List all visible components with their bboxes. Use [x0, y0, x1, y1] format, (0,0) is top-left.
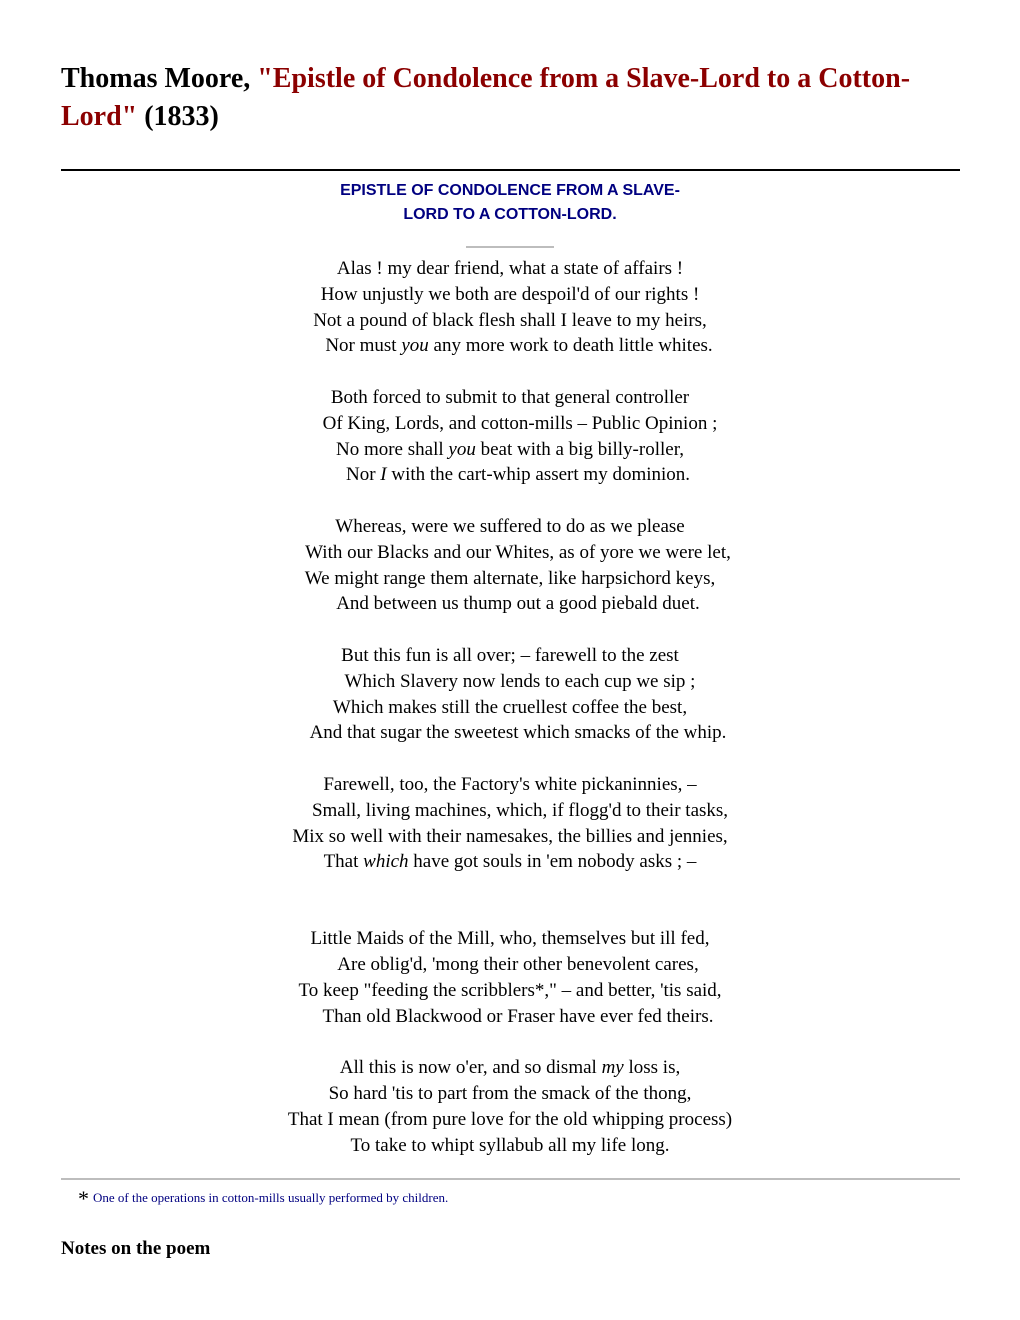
- title-year: (1833): [137, 101, 219, 132]
- stanza: [0, 514, 1020, 617]
- poem-line: [0, 1081, 1020, 1107]
- title-author: Thomas Moore,: [61, 63, 258, 94]
- notes-heading[interactable]: Notes on the poem: [61, 1238, 211, 1259]
- poem-line-emphasis: I: [380, 464, 387, 486]
- poem-line-emphasis: you: [401, 335, 429, 357]
- footnote-marker: *: [78, 1186, 89, 1211]
- stanza: [0, 1055, 1020, 1158]
- stanza: [0, 643, 1020, 746]
- stanza: [0, 256, 1020, 359]
- poem-line: [0, 720, 1020, 746]
- poem-line: [0, 643, 1020, 669]
- poem-line-text: Than old Blackwood or Fraser have ever fed theirs.: [322, 1005, 714, 1027]
- stanza: [0, 926, 1020, 1029]
- poem-line-text: any more work to death little whites.: [428, 335, 713, 357]
- poem-line: [0, 1055, 1020, 1081]
- poem-line: [0, 308, 1020, 334]
- poem-heading: [0, 179, 1020, 227]
- poem-line-text: Nor: [345, 464, 381, 486]
- poem-heading-line-2: LORD TO A COTTON-LORD.: [403, 206, 617, 223]
- title-work: "Epistle of Condolence from a Slave-Lord to a Cotton-Lord": [61, 63, 911, 132]
- poem-line-text: To keep "feeding the scribblers*," – and better, 'tis said,: [298, 979, 722, 1001]
- poem-line-text: And that sugar the sweetest which smacks of the whip.: [309, 722, 727, 744]
- poem-heading-line-1: EPISTLE OF CONDOLENCE FROM A SLAVE-: [340, 182, 680, 199]
- poem-line: [0, 282, 1020, 308]
- poem-line: [0, 385, 1020, 411]
- poem-line-text: To take to whipt syllabub all my life long.: [350, 1134, 670, 1156]
- poem-line-text: loss is,: [623, 1057, 681, 1079]
- stanza: [0, 385, 1020, 488]
- poem-line: [0, 437, 1020, 463]
- poem-line-text: Whereas, were we suffered to do as we please: [335, 515, 685, 537]
- poem-line: [0, 772, 1020, 798]
- poem-line-text: With our Blacks and our Whites, as of yore we were let,: [305, 541, 731, 563]
- poem-line-text: All this is now o'er, and so dismal: [339, 1057, 602, 1079]
- poem-line-text: Which Slavery now lends to each cup we sip ;: [344, 670, 696, 692]
- poem-line-text: That: [323, 851, 364, 873]
- heading-ornament-rule: [466, 246, 554, 248]
- poem-line: [0, 462, 1020, 488]
- poem-line-text: Of King, Lords, and cotton-mills – Public Opinion ;: [322, 412, 718, 434]
- poem-line: [0, 926, 1020, 952]
- poem-line: [0, 824, 1020, 850]
- poem-line: [0, 566, 1020, 592]
- poem-line-text: No more shall: [335, 438, 449, 460]
- poem-line-text: beat with a big billy-roller,: [475, 438, 685, 460]
- poem-line: [0, 1107, 1020, 1133]
- poem-line: [0, 1004, 1020, 1030]
- poem-line-text: So hard 'tis to part from the smack of the thong,: [328, 1082, 692, 1104]
- poem-line-text: We might range them alternate, like harpsichord keys,: [304, 567, 716, 589]
- footnote: [78, 1186, 448, 1212]
- poem-line-text: How unjustly we both are despoil'd of our rights !: [320, 283, 700, 305]
- poem-line-emphasis: my: [601, 1057, 624, 1079]
- poem-line-text: Small, living machines, which, if flogg'd to their tasks,: [311, 799, 729, 821]
- poem-line-text: Are oblig'd, 'mong their other benevolent cares,: [337, 953, 699, 975]
- poem-line-text: But this fun is all over; – farewell to the zest: [341, 644, 679, 666]
- poem-line: [0, 695, 1020, 721]
- footnote-text: One of the operations in cotton-mills usually performed by children.: [93, 1190, 449, 1205]
- poem-line: [0, 514, 1020, 540]
- poem-line-text: Alas ! my dear friend, what a state of affairs !: [336, 258, 684, 279]
- footnote-divider: [61, 1178, 960, 1180]
- poem-line-emphasis: you: [448, 438, 476, 460]
- poem-line-text: Farewell, too, the Factory's white pickaninnies, –: [323, 773, 697, 795]
- poem-line-text: Little Maids of the Mill, who, themselves but ill fed,: [310, 928, 710, 950]
- poem-line: [0, 849, 1020, 875]
- stanza: [0, 772, 1020, 875]
- poem-line: [0, 669, 1020, 695]
- poem-line: [0, 978, 1020, 1004]
- page-title: [61, 60, 961, 136]
- poem-line-text: And between us thump out a good piebald duet.: [336, 593, 700, 615]
- poem-line-emphasis: which: [363, 851, 409, 873]
- title-divider: [61, 169, 960, 171]
- poem-line: [0, 798, 1020, 824]
- poem-line: [0, 540, 1020, 566]
- poem-line-text: Nor must: [325, 335, 402, 357]
- poem-line-text: Which makes still the cruellest coffee the best,: [332, 696, 688, 718]
- poem-line-text: Both forced to submit to that general controller: [330, 386, 690, 408]
- poem-line-text: That I mean (from pure love for the old whipping process): [287, 1108, 733, 1130]
- poem-line: [0, 591, 1020, 617]
- poem-line: [0, 411, 1020, 437]
- poem-line: [0, 952, 1020, 978]
- poem-line: [0, 1133, 1020, 1159]
- poem-line-text: Mix so well with their namesakes, the billies and jennies,: [292, 825, 728, 847]
- poem-line: [0, 333, 1020, 359]
- poem-line-text: Not a pound of black flesh shall I leave to my heirs,: [313, 309, 707, 331]
- poem-line: [0, 256, 1020, 282]
- poem-body: [0, 256, 1020, 1158]
- poem-line-text: with the cart-whip assert my dominion.: [386, 464, 691, 486]
- poem-line-text: have got souls in 'em nobody asks ; –: [408, 851, 697, 873]
